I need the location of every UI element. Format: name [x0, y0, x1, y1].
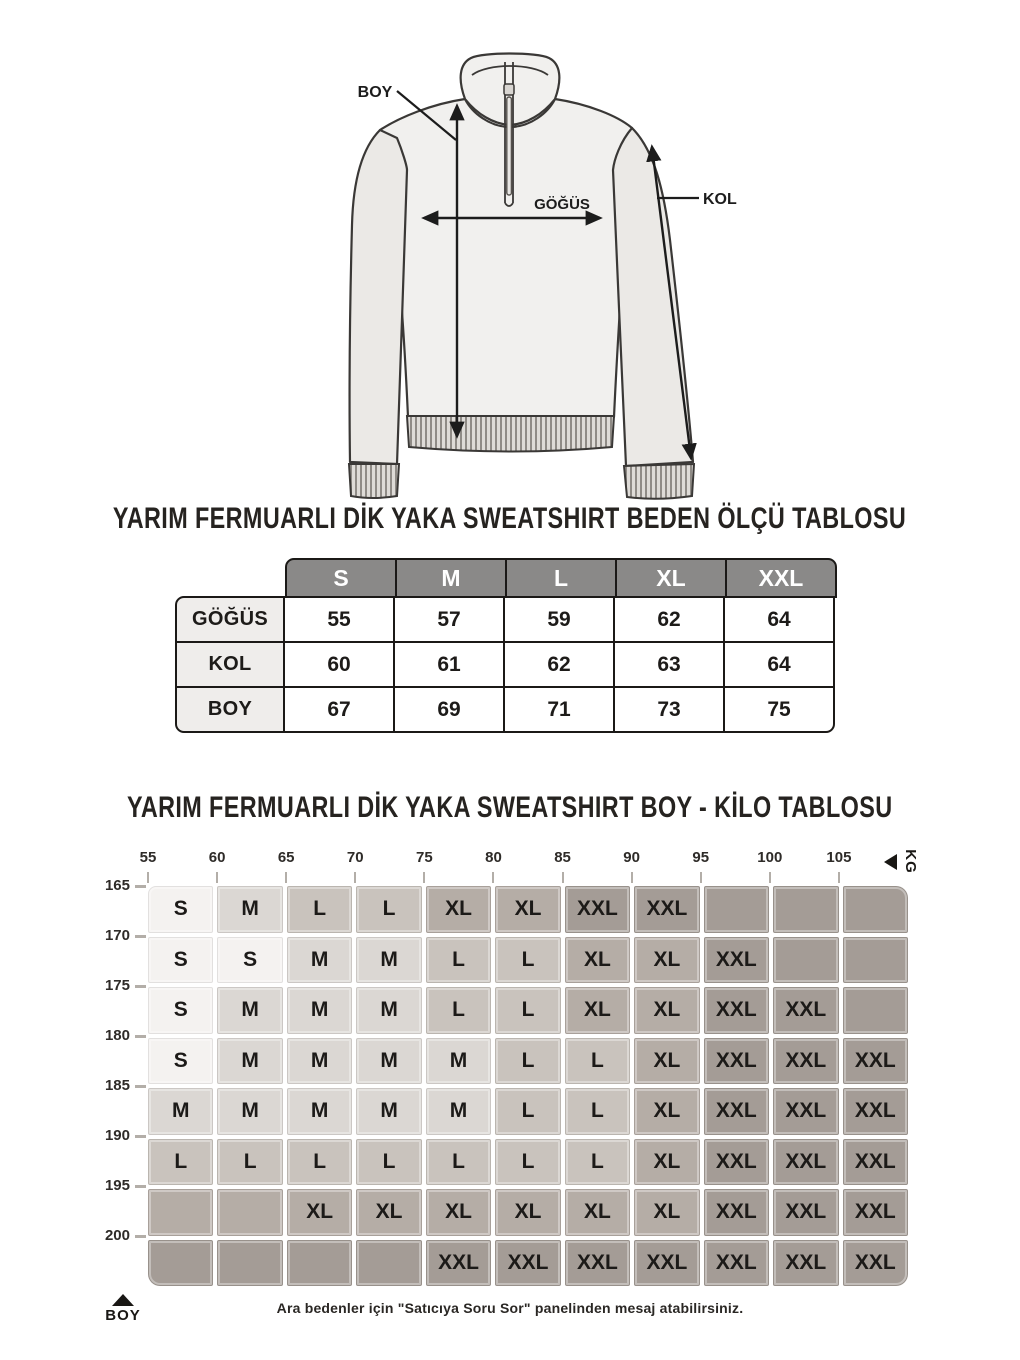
kg-tick	[216, 872, 218, 883]
height-weight-chart	[0, 845, 1020, 1360]
fit-grid-cell: L	[495, 1088, 560, 1135]
height-tick-label: 170	[104, 927, 130, 944]
measurement-row-label: BOY	[175, 686, 285, 733]
kg-axis-label: KG	[884, 853, 923, 870]
kg-tick-label: 55	[139, 849, 157, 866]
kg-tick	[492, 872, 494, 883]
fit-grid-cell	[843, 937, 908, 984]
fit-grid-cell: L	[426, 937, 491, 984]
kg-tick	[285, 872, 287, 883]
sweatshirt-body	[380, 99, 632, 417]
diagram-label-kol: KOL	[703, 191, 737, 208]
kg-tick-label: 100	[757, 849, 783, 866]
measurement-row-label: GÖĞÜS	[175, 596, 285, 643]
fit-grid-cell: XXL	[426, 1240, 491, 1287]
fit-grid-cell: M	[426, 1038, 491, 1085]
height-tick	[135, 1135, 146, 1138]
kg-tick-label: 65	[277, 849, 295, 866]
diagram-label-boy: BOY	[357, 84, 393, 101]
fit-grid-cell: XL	[426, 1189, 491, 1236]
measurement-value-cell: 75	[723, 686, 835, 733]
fit-grid-cell: L	[287, 886, 352, 933]
fit-grid-cell	[217, 1189, 282, 1236]
fit-grid-cell: XXL	[773, 1189, 838, 1236]
fit-grid-cell: XXL	[773, 987, 838, 1034]
fit-grid-cell: XXL	[704, 1139, 769, 1186]
fit-grid-cell: XXL	[843, 1038, 908, 1085]
footer-note: Ara bedenler için "Satıcıya Soru Sor" panelinden mesaj atabilirsiniz.	[276, 1300, 744, 1316]
kg-tick	[700, 872, 702, 883]
fit-grid-cell: XXL	[704, 987, 769, 1034]
fit-grid-cell: XL	[495, 1189, 560, 1236]
fit-grid-cell: XXL	[565, 1240, 630, 1287]
fit-grid-cell: XXL	[704, 1038, 769, 1085]
fit-grid-cell: M	[217, 1088, 282, 1135]
fit-grid-cell: L	[356, 1139, 421, 1186]
fit-grid-cell: XL	[565, 987, 630, 1034]
fit-grid-cell: XXL	[704, 1189, 769, 1236]
fit-grid-cell	[148, 1189, 213, 1236]
fit-grid-cell: M	[287, 987, 352, 1034]
fit-grid-cell: XXL	[634, 1240, 699, 1287]
fit-grid-cell: XL	[634, 1088, 699, 1135]
fit-grid-cell: XXL	[773, 1240, 838, 1287]
measurement-value-cell: 69	[393, 686, 505, 733]
size-table-row	[175, 596, 847, 643]
measurement-value-cell: 59	[503, 596, 615, 643]
height-tick-label: 175	[104, 977, 130, 994]
fit-grid-cell: L	[495, 987, 560, 1034]
boy-axis-label: BOY	[92, 1294, 154, 1324]
measurement-value-cell: 64	[723, 641, 835, 688]
height-tick-label: 165	[104, 877, 130, 894]
fit-grid-cell: L	[148, 1139, 213, 1186]
fit-grid-cell: XXL	[495, 1240, 560, 1287]
fit-grid-cell: XXL	[843, 1088, 908, 1135]
size-table-title: YARIM FERMUARLI DİK YAKA SWEATSHIRT BEDEN ÖLÇÜ TABLOSU	[113, 502, 907, 535]
measurement-value-cell: 63	[613, 641, 725, 688]
fit-grid-cell: XL	[634, 1038, 699, 1085]
fit-grid-cell: L	[217, 1139, 282, 1186]
kg-arrow-icon	[884, 854, 897, 870]
fit-grid-cell	[704, 886, 769, 933]
fit-grid-cell: L	[495, 937, 560, 984]
size-column-header: L	[505, 558, 617, 598]
fit-grid-cell: S	[217, 937, 282, 984]
fit-grid-cell: M	[287, 1088, 352, 1135]
fit-grid-cell: XXL	[704, 1240, 769, 1287]
fit-grid-cell: M	[356, 987, 421, 1034]
height-tick	[135, 1185, 146, 1188]
fit-grid-cell: XL	[565, 1189, 630, 1236]
table-corner-spacer	[175, 558, 285, 598]
fit-grid-cell: XL	[356, 1189, 421, 1236]
fit-grid-cell: M	[217, 1038, 282, 1085]
kg-tick	[423, 872, 425, 883]
fit-grid-cell: M	[356, 1038, 421, 1085]
height-tick-label: 200	[104, 1227, 130, 1244]
height-tick-label: 195	[104, 1177, 130, 1194]
fit-grid-cell	[773, 937, 838, 984]
measurement-value-cell: 62	[613, 596, 725, 643]
fit-grid-cell: XL	[495, 886, 560, 933]
fit-grid-cell: M	[148, 1088, 213, 1135]
fit-grid-cell	[843, 886, 908, 933]
kg-tick-label: 80	[485, 849, 502, 866]
fit-grid-cell: S	[148, 886, 213, 933]
fit-grid-cell: XL	[287, 1189, 352, 1236]
measurement-value-cell: 57	[393, 596, 505, 643]
fit-grid-cell: XL	[634, 1189, 699, 1236]
height-tick-label: 185	[104, 1077, 130, 1094]
fit-grid-cell	[287, 1240, 352, 1287]
size-measure-table	[175, 558, 847, 733]
kg-tick-label: 70	[346, 849, 364, 866]
fit-grid	[148, 886, 908, 1286]
fit-grid-cell: L	[565, 1139, 630, 1186]
kg-tick-label: 105	[826, 849, 852, 866]
measurement-value-cell: 61	[393, 641, 505, 688]
measurement-value-cell: 67	[283, 686, 395, 733]
measurement-value-cell: 64	[723, 596, 835, 643]
sweatshirt-hem-rib	[407, 416, 614, 452]
height-tick-label: 180	[104, 1027, 130, 1044]
fit-grid-cell: S	[148, 987, 213, 1034]
size-column-header: XXL	[725, 558, 837, 598]
fit-grid-cell: M	[217, 987, 282, 1034]
measurement-value-cell: 73	[613, 686, 725, 733]
height-tick-label: 190	[104, 1127, 130, 1144]
fit-grid-cell: XL	[634, 1139, 699, 1186]
fit-grid-cell: M	[426, 1088, 491, 1135]
kg-tick	[354, 872, 356, 883]
fit-grid-cell: XXL	[565, 886, 630, 933]
measurement-value-cell: 71	[503, 686, 615, 733]
size-table-row	[175, 641, 847, 688]
size-column-header: M	[395, 558, 507, 598]
height-tick	[135, 885, 146, 888]
fit-grid-cell: L	[495, 1139, 560, 1186]
fit-grid-cell: XXL	[704, 1088, 769, 1135]
sweatshirt-diagram	[0, 0, 1020, 500]
fit-grid-cell: L	[426, 1139, 491, 1186]
fit-grid-cell: XXL	[843, 1139, 908, 1186]
sweatshirt-right-cuff	[624, 464, 694, 499]
size-column-header: S	[285, 558, 397, 598]
height-tick	[135, 1235, 146, 1238]
size-column-header: XL	[615, 558, 727, 598]
kg-tick-label: 95	[692, 849, 710, 866]
fit-grid-cell: L	[495, 1038, 560, 1085]
fit-grid-cell	[148, 1240, 213, 1287]
fit-grid-cell: XL	[634, 987, 699, 1034]
fit-grid-cell	[773, 886, 838, 933]
measurement-value-cell: 60	[283, 641, 395, 688]
sweatshirt-left-cuff	[349, 464, 399, 498]
fit-grid-cell	[217, 1240, 282, 1287]
fit-grid-cell: S	[148, 1038, 213, 1085]
kg-tick-label: 75	[416, 849, 433, 866]
sweatshirt-left-sleeve	[350, 130, 407, 464]
fit-grid-cell: XXL	[704, 937, 769, 984]
height-tick	[135, 1085, 146, 1088]
fit-grid-cell: M	[217, 886, 282, 933]
kg-tick	[631, 872, 633, 883]
fit-grid-cell: L	[565, 1038, 630, 1085]
fit-grid-cell: XXL	[634, 886, 699, 933]
size-table-row	[175, 686, 847, 733]
fit-grid-cell: L	[287, 1139, 352, 1186]
zipper	[504, 62, 514, 206]
fit-grid-cell: XXL	[773, 1139, 838, 1186]
kg-tick-label: 90	[623, 849, 640, 866]
kg-tick	[769, 872, 771, 883]
fit-grid-cell: M	[356, 1088, 421, 1135]
measurement-row-label: KOL	[175, 641, 285, 688]
kg-tick-label: 85	[554, 849, 571, 866]
height-tick	[135, 1035, 146, 1038]
sweatshirt-right-sleeve	[613, 128, 693, 466]
fit-grid-cell	[843, 987, 908, 1034]
fit-chart-title: YARIM FERMUARLI DİK YAKA SWEATSHIRT BOY - KİLO TABLOSU	[127, 791, 893, 824]
fit-grid-cell: L	[426, 987, 491, 1034]
fit-grid-cell: XL	[634, 937, 699, 984]
fit-grid-cell: XXL	[773, 1038, 838, 1085]
kg-tick	[838, 872, 840, 883]
height-tick	[135, 985, 146, 988]
height-tick	[135, 935, 146, 938]
measurement-value-cell: 62	[503, 641, 615, 688]
fit-grid-cell: XXL	[843, 1240, 908, 1287]
kg-tick	[147, 872, 149, 883]
fit-grid-cell: XL	[565, 937, 630, 984]
size-table-header-row	[175, 558, 847, 598]
fit-grid-cell: XXL	[843, 1189, 908, 1236]
measurement-value-cell: 55	[283, 596, 395, 643]
kg-tick-label: 60	[208, 849, 226, 866]
fit-grid-cell: M	[287, 1038, 352, 1085]
fit-grid-cell: M	[287, 937, 352, 984]
fit-grid-cell: L	[356, 886, 421, 933]
fit-grid-cell: S	[148, 937, 213, 984]
diagram-label-gogus: GÖĞÜS	[534, 196, 590, 213]
fit-grid-cell: M	[356, 937, 421, 984]
fit-grid-cell: L	[565, 1088, 630, 1135]
kg-tick	[562, 872, 564, 883]
fit-grid-cell: XXL	[773, 1088, 838, 1135]
fit-grid-cell: XL	[426, 886, 491, 933]
fit-grid-cell	[356, 1240, 421, 1287]
